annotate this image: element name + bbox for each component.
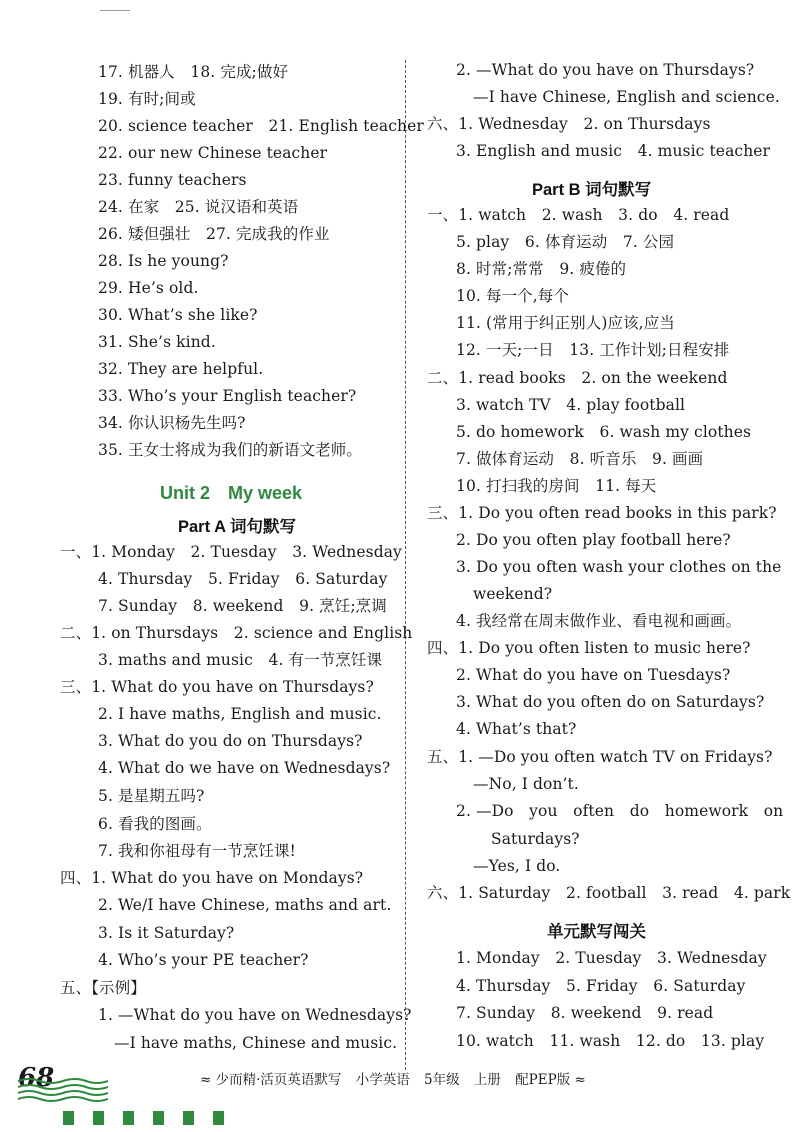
answer-line: 7. 做体育运动 8. 听音乐 9. 画画 <box>456 450 704 468</box>
answer-line: 一、1. Monday 2. Tuesday 3. Wednesday <box>60 543 402 561</box>
answer-line: 4. Thursday 5. Friday 6. Saturday <box>98 570 388 588</box>
part-a-title: Part A 词句默写 <box>178 518 296 536</box>
answer-line: 五、【示例】 <box>60 979 146 997</box>
answer-line: —Yes, I do. <box>473 857 561 875</box>
answer-line: 7. Sunday 8. weekend 9. 烹饪;烹调 <box>98 597 387 615</box>
answer-line: 2. —What do you have on Thursdays? <box>456 61 755 79</box>
answer-line: 4. What’s that? <box>456 720 577 738</box>
answer-line: 1. —What do you have on Wednesdays? <box>98 1006 412 1024</box>
answer-line: 3. Is it Saturday? <box>98 924 235 942</box>
answer-line: 22. our new Chinese teacher <box>98 144 328 162</box>
part-b-title: Part B 词句默写 <box>532 181 652 199</box>
answer-line: 2. I have maths, English and music. <box>98 705 382 723</box>
answer-line: 30. What’s she like? <box>98 306 258 324</box>
answer-line: 31. She’s kind. <box>98 333 216 351</box>
answer-line: 10. watch 11. wash 12. do 13. play <box>456 1032 765 1050</box>
answer-line: 23. funny teachers <box>98 171 247 189</box>
answer-line: 6. 看我的图画。 <box>98 815 212 833</box>
review-title: 单元默写闯关 <box>547 923 646 941</box>
answer-line: Saturdays? <box>491 830 580 848</box>
green-square <box>153 1111 164 1125</box>
answer-line: 3. What do you do on Thursdays? <box>98 732 363 750</box>
footer-info <box>200 1068 586 1088</box>
answer-line: 24. 在家 25. 说汉语和英语 <box>98 198 299 216</box>
answer-line: 35. 王女士将成为我们的新语文老师。 <box>98 441 362 459</box>
answer-line: 六、1. Saturday 2. football 3. read 4. park <box>427 884 791 902</box>
answer-line: 3. English and music 4. music teacher <box>456 142 771 160</box>
answer-line: —No, I don’t. <box>473 775 579 793</box>
answer-line: 4. Who’s your PE teacher? <box>98 951 309 969</box>
answer-line: 34. 你认识杨先生吗? <box>98 414 246 432</box>
answer-line: 20. science teacher 21. English teacher <box>98 117 424 135</box>
answer-line: 四、1. What do you have on Mondays? <box>60 869 364 887</box>
answer-line: 二、1. read books 2. on the weekend <box>427 369 728 387</box>
answer-line: 4. What do we have on Wednesdays? <box>98 759 391 777</box>
answer-line: 7. Sunday 8. weekend 9. read <box>456 1004 714 1022</box>
series-name: ≈ 少而精·活页英语默写 <box>200 1072 342 1088</box>
answer-line: 3. maths and music 4. 有一节烹饪课 <box>98 651 383 669</box>
answer-line: 四、1. Do you often listen to music here? <box>427 639 751 657</box>
volume: 上册 <box>473 1072 501 1088</box>
grade: 5年级 <box>424 1072 460 1088</box>
answer-line: 2. We/I have Chinese, maths and art. <box>98 896 392 914</box>
answer-line: 3. What do you often do on Saturdays? <box>456 693 765 711</box>
answer-line: 三、1. Do you often read books in this park? <box>427 504 777 522</box>
unit-name: My week <box>228 483 303 503</box>
page-number: 68 <box>18 1063 55 1093</box>
answer-line: 29. He’s old. <box>98 279 199 297</box>
answer-line: 1. Monday 2. Tuesday 3. Wednesday <box>456 949 767 967</box>
answer-line: 二、1. on Thursdays 2. science and English <box>60 624 413 642</box>
answer-line: 5. do homework 6. wash my clothes <box>456 423 752 441</box>
answer-line: 7. 我和你祖母有一节烹饪课! <box>98 842 296 860</box>
subject: 小学英语 <box>355 1072 410 1088</box>
answer-line: 一、1. watch 2. wash 3. do 4. read <box>427 206 730 224</box>
green-square <box>63 1111 74 1125</box>
answer-line: 10. 打扫我的房间 11. 每天 <box>456 477 657 495</box>
answer-line: 26. 矮但强壮 27. 完成我的作业 <box>98 225 330 243</box>
answer-line: 5. play 6. 体育运动 7. 公园 <box>456 233 675 251</box>
top-rule <box>100 10 130 11</box>
answer-line: 三、1. What do you have on Thursdays? <box>60 678 374 696</box>
wave-decoration-icon <box>18 1077 108 1105</box>
answer-line: 2. What do you have on Tuesdays? <box>456 666 731 684</box>
green-square <box>93 1111 104 1125</box>
answer-line: 3. watch TV 4. play football <box>456 396 686 414</box>
answer-line: 4. 我经常在周末做作业、看电视和画画。 <box>456 612 742 630</box>
answer-line: 28. Is he young? <box>98 252 229 270</box>
answer-line: 19. 有时;间或 <box>98 90 196 108</box>
answer-line: 五、1. —Do you often watch TV on Fridays? <box>427 748 773 766</box>
answer-line: 10. 每一个,每个 <box>456 287 570 305</box>
answer-line: 33. Who’s your English teacher? <box>98 387 357 405</box>
green-square <box>213 1111 224 1125</box>
answer-line: 17. 机器人 18. 完成;做好 <box>98 63 289 81</box>
answer-line: 4. Thursday 5. Friday 6. Saturday <box>456 977 746 995</box>
answer-line: 2. Do you often play football here? <box>456 531 731 549</box>
answer-line: 12. 一天;一日 13. 工作计划;日程安排 <box>456 341 730 359</box>
answer-line: 8. 时常;常常 9. 疲倦的 <box>456 260 627 278</box>
column-divider <box>405 60 406 1070</box>
answer-line: —I have Chinese, English and science. <box>473 88 780 106</box>
footer-squares <box>63 1111 224 1125</box>
answer-line: 3. Do you often wash your clothes on the <box>456 558 782 576</box>
unit-title <box>160 483 302 504</box>
answer-line: 11. (常用于纠正别人)应该,应当 <box>456 314 675 332</box>
answer-line: —I have maths, Chinese and music. <box>114 1034 398 1052</box>
answer-line: weekend? <box>473 585 553 603</box>
green-square <box>123 1111 134 1125</box>
edition: 配PEP版 ≈ <box>515 1072 586 1088</box>
answer-line: 5. 是星期五吗? <box>98 787 205 805</box>
answer-line: 32. They are helpful. <box>98 360 264 378</box>
green-square <box>183 1111 194 1125</box>
unit-number: Unit 2 <box>160 483 211 503</box>
answer-line: 2. —Do you often do homework on <box>456 802 784 820</box>
answer-line: 六、1. Wednesday 2. on Thursdays <box>427 115 711 133</box>
